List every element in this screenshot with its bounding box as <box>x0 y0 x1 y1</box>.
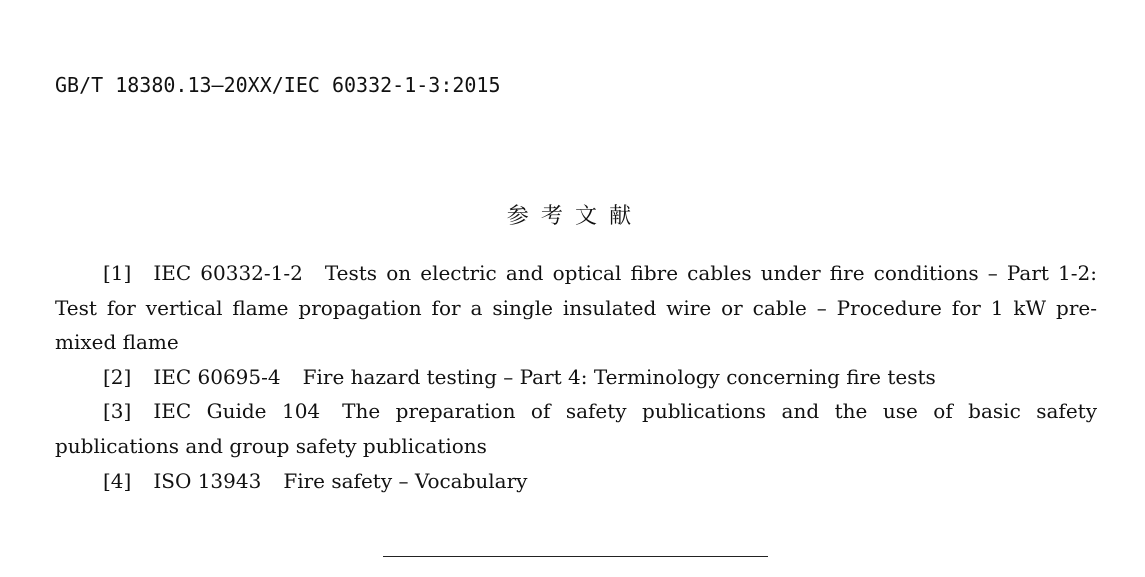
reference-item <box>55 256 1097 360</box>
reference-code: IEC 60695-4 <box>153 364 281 389</box>
reference-title: The preparation of safety publications and the use of basic safety publications and group safety publications <box>55 399 1097 458</box>
reference-item <box>55 394 1097 463</box>
reference-title: Fire safety – Vocabulary <box>283 468 528 493</box>
reference-title: Tests on electric and optical fibre cables under fire conditions – Part 1-2: Test for vertical flame propagation for a single insulated wire or cable – Procedure for 1 kW pre-mixed flame <box>55 261 1098 355</box>
end-of-document-rule <box>383 556 768 557</box>
reference-number: [1] <box>103 261 132 285</box>
reference-number: [4] <box>103 468 132 493</box>
reference-code: ISO 13943 <box>153 468 262 493</box>
reference-number: [2] <box>103 364 132 389</box>
bibliography-title: 参考文献 <box>506 204 644 229</box>
reference-list <box>55 256 1097 498</box>
reference-number: [3] <box>103 399 132 424</box>
document-number-header: GB/T 18380.13—20XX/IEC 60332-1-3:2015 <box>55 73 501 97</box>
reference-item <box>55 464 1097 499</box>
reference-code: IEC Guide 104 <box>153 399 321 424</box>
reference-item <box>55 360 1097 395</box>
reference-title: Fire hazard testing – Part 4: Terminology concerning fire tests <box>302 364 936 389</box>
reference-code: IEC 60332-1-2 <box>153 261 303 285</box>
